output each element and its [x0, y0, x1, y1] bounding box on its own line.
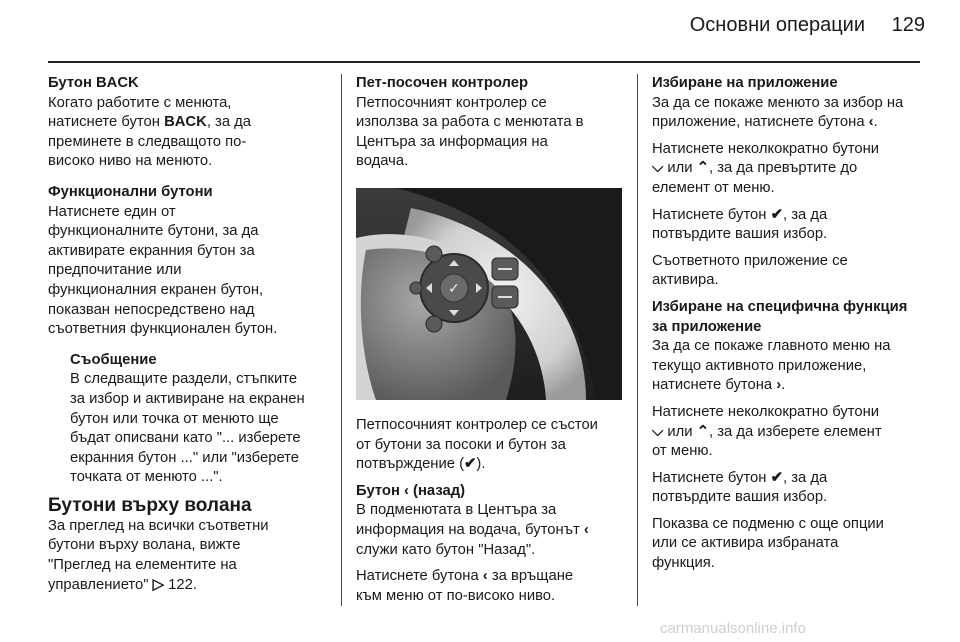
paragraph: [356, 94, 626, 172]
paragraph: [356, 416, 626, 475]
text-line: служи като бутон "Назад".: [356, 541, 536, 558]
text-line: за връщане: [487, 568, 574, 585]
page-reference-link[interactable]: 122.: [168, 576, 197, 593]
text-line: Показва се подменю с още опции: [652, 515, 884, 532]
heading-steering-wheel-buttons: Бутони върху волана: [48, 494, 252, 516]
text-line: ).: [476, 456, 486, 473]
column-1: [48, 74, 332, 595]
text-line: информация на водача, бутонът: [356, 521, 584, 538]
text-line: В следващите раздели, стъпките: [70, 371, 298, 388]
chevron-left-icon: ‹: [583, 521, 589, 538]
text-line: приложение, натиснете бутона: [652, 114, 869, 131]
text-line: Натиснете неколкократно бутони: [652, 140, 880, 157]
text-line: Петпосочният контролер се: [356, 94, 547, 111]
text-line: управлението": [48, 576, 153, 593]
chevron-down-icon: ⌵: [652, 160, 664, 177]
text-line: точката от менюто ...".: [70, 469, 223, 486]
text-line: използва за работа с менютата в: [356, 114, 584, 131]
paragraph: [652, 94, 926, 133]
paragraph: [652, 206, 926, 245]
column-3: [652, 74, 926, 574]
paragraph: [48, 94, 332, 172]
heading-text: (назад): [408, 482, 466, 499]
text-line: или: [663, 423, 697, 440]
heading-text: Бутон: [356, 482, 404, 499]
text-line: .: [781, 377, 786, 394]
text-line: активирате екранния бутон за: [48, 242, 255, 259]
check-icon: ✔: [770, 206, 783, 223]
text-line: съответния функционален бутон.: [48, 321, 278, 338]
text-line: , за да превъртите до: [709, 160, 858, 177]
text-line: високо ниво на менюто.: [48, 153, 213, 170]
text-line: показван непосредствено над: [48, 301, 255, 318]
text-line: Натиснете бутон: [652, 206, 771, 223]
chevron-left-icon: ‹: [868, 114, 874, 131]
page-header-title: Основни операции: [689, 14, 865, 36]
watermark: carmanualsonline.info: [660, 620, 806, 637]
heading-text: за приложение: [652, 318, 762, 335]
steering-wheel-controller-figure: [356, 188, 622, 400]
bold-term: BACK: [164, 114, 207, 131]
chevron-up-icon: ⌃: [696, 160, 710, 177]
check-icon: ✔: [770, 469, 783, 486]
heading-select-app-function: [652, 298, 926, 337]
text-line: бутон или точка от менюто ще: [70, 410, 279, 427]
text-line: , за да: [782, 206, 828, 223]
text-line: Когато работите с менюта,: [48, 94, 232, 111]
text-line: водача.: [356, 153, 409, 170]
chevron-down-icon: ⌵: [652, 423, 664, 440]
paragraph: [356, 501, 626, 560]
text-line: или: [663, 160, 697, 177]
paragraph: [652, 337, 926, 396]
text-line: преминете в следващото по-: [48, 133, 247, 150]
text-line: или се активира избраната: [652, 535, 839, 552]
text-line: потвърдите вашия избор.: [652, 226, 828, 243]
paragraph: [652, 515, 926, 574]
text-line: , за да: [206, 114, 252, 131]
text-line: натиснете бутон: [48, 114, 165, 131]
text-line: В подменютата в Центъра за: [356, 502, 557, 519]
text-line: от меню.: [652, 443, 713, 460]
text-line: Натиснете неколкократно бутони: [652, 403, 880, 420]
text-line: Натиснете един от: [48, 203, 176, 220]
text-line: бутони върху волана, вижте: [48, 537, 241, 554]
note-text: [70, 370, 332, 488]
text-line: функция.: [652, 555, 715, 572]
check-icon: ✔: [464, 456, 477, 473]
text-line: Натиснете бутона: [356, 568, 483, 585]
text-line: Съответното приложение се: [652, 252, 848, 269]
text-line: за избор и активиране на екранен: [70, 390, 305, 407]
page-number: 129: [891, 14, 925, 36]
text-line: от бутони за посоки и бутон за: [356, 436, 566, 453]
chevron-left-icon: ‹: [482, 568, 488, 585]
chevron-up-icon: ⌃: [696, 423, 710, 440]
text-line: текущо активното приложение,: [652, 357, 867, 374]
paragraph: [48, 203, 332, 340]
paragraph: [356, 567, 626, 606]
heading-select-application: Избиране на приложение: [652, 75, 838, 91]
text-line: За да се покаже главното меню на: [652, 338, 891, 355]
page-reference-icon: ▷: [152, 576, 165, 593]
column-divider: [341, 74, 342, 606]
note-box: [70, 351, 332, 488]
paragraph: [652, 403, 926, 462]
text-line: предпочитание или: [48, 262, 182, 279]
text-line: функционалния екранен бутон,: [48, 281, 264, 298]
svg-text:✓: ✓: [448, 280, 460, 297]
heading-function-buttons: Функционални бутони: [48, 183, 213, 200]
note-heading: Съобщение: [70, 351, 157, 368]
column-2: [356, 74, 626, 606]
text-line: потвърдите вашия избор.: [652, 489, 828, 506]
text-line: потвърждение (: [356, 456, 465, 473]
heading-text: Избиране на специфична функция: [652, 298, 908, 315]
text-line: към меню от по-високо ниво.: [356, 587, 556, 604]
text-line: Натиснете бутон: [652, 469, 771, 486]
heading-five-way-controller: Пет-посочен контролер: [356, 75, 529, 91]
text-line: Центъра за информация на: [356, 133, 548, 150]
text-line: "Преглед на елементите на: [48, 557, 237, 574]
heading-back-button: Бутон BACK: [48, 75, 139, 91]
text-line: натиснете бутона: [652, 377, 777, 394]
text-line: За да се покаже менюто за избор на: [652, 94, 904, 111]
column-divider: [637, 74, 638, 606]
text-line: За преглед на всички съответни: [48, 517, 269, 534]
heading-back-key: [356, 482, 626, 502]
text-line: екранния бутон ..." или "изберете: [70, 449, 300, 466]
text-line: .: [873, 114, 878, 131]
paragraph: [652, 140, 926, 199]
text-line: , за да: [782, 469, 828, 486]
paragraph: [652, 252, 926, 291]
header-rule: [48, 61, 920, 63]
paragraph: [652, 469, 926, 508]
text-line: елемент от меню.: [652, 179, 775, 196]
text-line: функционалните бутони, за да: [48, 223, 259, 240]
text-line: бъдат описвани като "... изберете: [70, 430, 301, 447]
paragraph: [48, 517, 332, 595]
text-line: , за да изберете елемент: [709, 423, 882, 440]
text-line: активира.: [652, 272, 719, 289]
chevron-right-icon: ›: [776, 377, 782, 394]
chevron-left-icon: ‹: [404, 482, 409, 499]
text-line: Петпосочният контролер се състои: [356, 416, 598, 433]
